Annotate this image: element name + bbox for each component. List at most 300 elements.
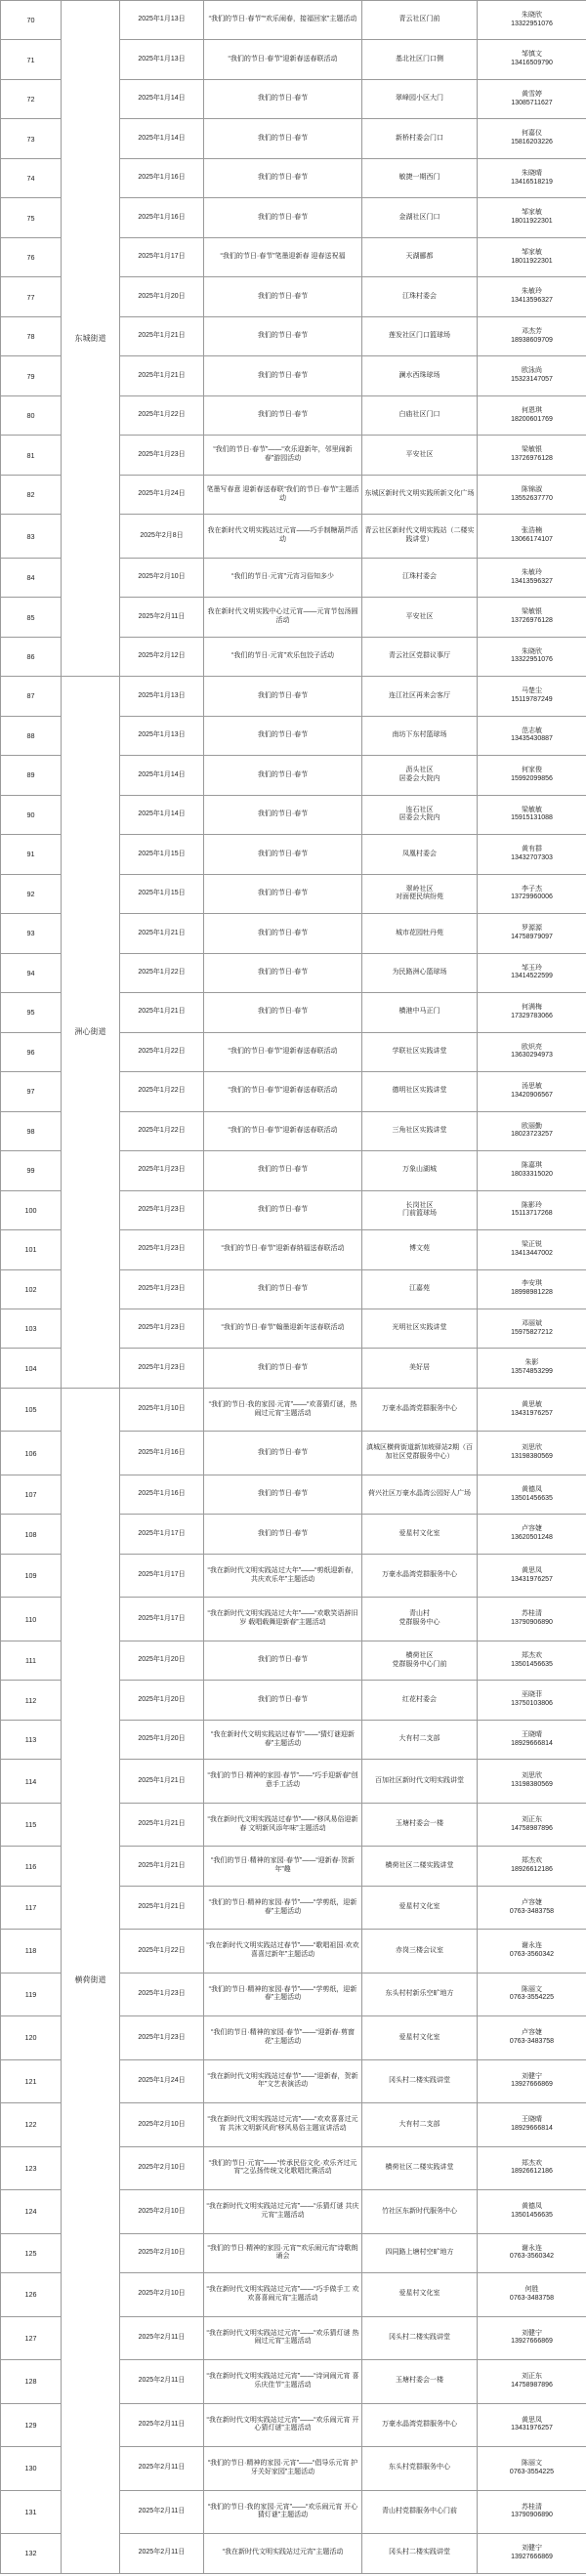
activity-cell: “我们的节日·元宵”元宵习俗知多少	[204, 558, 362, 597]
activity-cell: 我们的节日·春节	[204, 716, 362, 755]
row-number-cell: 112	[1, 1681, 62, 1720]
contact-cell: 何满梅 17329783066	[478, 993, 586, 1032]
activity-cell: 我们的节日·春节	[204, 756, 362, 795]
location-cell: 连江社区再来会客厅	[362, 677, 478, 716]
location-cell: 德明社区实践讲堂	[362, 1072, 478, 1111]
location-cell: 平安社区	[362, 598, 478, 637]
location-cell: 白庙社区门口	[362, 395, 478, 435]
contact-cell: 谢永连 0763-3560342	[478, 1930, 586, 1973]
contact-cell: 欧泳尚 15323147057	[478, 356, 586, 395]
table-row	[1, 1388, 586, 1431]
date-cell: 2025年2月11日	[120, 2447, 204, 2490]
date-cell: 2025年1月22日	[120, 395, 204, 435]
location-cell: 澜水西珠球场	[362, 356, 478, 395]
row-number-cell: 103	[1, 1309, 62, 1348]
activity-cell: “我在新时代文明实践站过春节”——“移风易俗迎新春 文明新风添年味”主题活动	[204, 1803, 362, 1846]
row-number-cell: 91	[1, 835, 62, 874]
contact-cell: 何家俊 15992099856	[478, 756, 586, 795]
date-cell: 2025年1月21日	[120, 914, 204, 953]
contact-cell: 郑杰欢 13501456635	[478, 1641, 586, 1680]
contact-cell: 郑杰欢 18926612186	[478, 1847, 586, 1886]
row-number-cell: 84	[1, 558, 62, 597]
activity-cell: 我们的节日·春节	[204, 198, 362, 237]
row-number-cell: 100	[1, 1190, 62, 1229]
row-number-cell: 78	[1, 316, 62, 355]
location-cell: 基北社区门口侧	[362, 40, 478, 79]
location-cell: 横荷社区二楼实践讲堂	[362, 2146, 478, 2189]
contact-cell: 范志敏 13435430887	[478, 716, 586, 755]
activity-cell: “我们的节日·元宵”——“传承民俗文化·欢乐齐过元宵”之弘扬传统文化歌唱比赛活动	[204, 2146, 362, 2189]
activity-cell: 我们的节日·春节	[204, 277, 362, 316]
street-cell: 横荷街道	[62, 1388, 120, 2573]
contact-cell: 邹玉玲 13414522599	[478, 953, 586, 992]
contact-cell: 何嘉仪 15816203226	[478, 119, 586, 158]
location-cell: 百加社区新时代文明实践讲堂	[362, 1760, 478, 1803]
contact-cell: 李安琪 18998981228	[478, 1269, 586, 1309]
contact-cell: 王晓晴 18929666814	[478, 1720, 586, 1759]
contact-cell: 卢容婕 0763-3483758	[478, 2016, 586, 2059]
row-number-cell: 89	[1, 756, 62, 795]
row-number-cell: 82	[1, 475, 62, 514]
location-cell: 万豪水晶湾党群服务中心	[362, 1388, 478, 1431]
row-number-cell: 74	[1, 158, 62, 197]
activity-cell: “我在新时代文明实践站过元宵”——“欢乐闹元宵 开心猜灯谜”主题活动	[204, 2403, 362, 2446]
date-cell: 2025年1月23日	[120, 436, 204, 475]
date-cell: 2025年2月11日	[120, 2534, 204, 2573]
table-row	[1, 677, 586, 716]
contact-cell: 朱晓晴 13416518219	[478, 158, 586, 197]
contact-cell: 欧炽亮 13630294973	[478, 1032, 586, 1071]
location-cell: 长岗社区 门前篮球场	[362, 1190, 478, 1229]
date-cell: 2025年2月10日	[120, 2233, 204, 2272]
location-cell: 爱星村文化室	[362, 1886, 478, 1929]
row-number-cell: 97	[1, 1072, 62, 1111]
location-cell: 天湖郦都	[362, 237, 478, 276]
activity-cell: “我在新时代文明实践站过春节”——“迎新春，贺新年”文艺表演活动	[204, 2059, 362, 2102]
date-cell: 2025年2月10日	[120, 2146, 204, 2189]
date-cell: 2025年2月10日	[120, 2190, 204, 2233]
activity-cell: 我们的节日·春节	[204, 1151, 362, 1190]
row-number-cell: 90	[1, 795, 62, 834]
location-cell: 玉塘村委会一楼	[362, 1803, 478, 1846]
activity-cell: 我在新时代文明实践站过元宵——巧手制糖葫芦活动	[204, 515, 362, 558]
row-number-cell: 117	[1, 1886, 62, 1929]
activity-cell: 我们的节日·春节	[204, 1475, 362, 1514]
date-cell: 2025年2月11日	[120, 2360, 204, 2403]
row-number-cell: 101	[1, 1230, 62, 1269]
row-number-cell: 129	[1, 2403, 62, 2446]
contact-cell: 梁敏敏 15915131088	[478, 795, 586, 834]
contact-cell: 梁正锐 13413447002	[478, 1230, 586, 1269]
date-cell: 2025年1月20日	[120, 1720, 204, 1759]
row-number-cell: 109	[1, 1554, 62, 1597]
row-number-cell: 92	[1, 874, 62, 913]
date-cell: 2025年1月23日	[120, 1190, 204, 1229]
date-cell: 2025年1月21日	[120, 1760, 204, 1803]
activity-table-body	[1, 1, 586, 2574]
street-cell: 东城街道	[62, 1, 120, 677]
date-cell: 2025年1月14日	[120, 79, 204, 118]
date-cell: 2025年1月23日	[120, 1230, 204, 1269]
contact-cell: 梁敏银 13726976128	[478, 598, 586, 637]
contact-cell: 黄德凤 13501456635	[478, 2190, 586, 2233]
row-number-cell: 88	[1, 716, 62, 755]
row-number-cell: 107	[1, 1475, 62, 1514]
contact-cell: 朱晓欣 13322951076	[478, 1, 586, 40]
location-cell: 东头村党群服务中心	[362, 2447, 478, 2490]
row-number-cell: 115	[1, 1803, 62, 1846]
date-cell: 2025年1月16日	[120, 198, 204, 237]
activity-cell: “我们的节日·元宵”欢乐包饺子活动	[204, 637, 362, 676]
contact-cell: 刘思欣 13198380569	[478, 1432, 586, 1475]
date-cell: 2025年1月13日	[120, 716, 204, 755]
location-cell: 青云社区党群议事厅	[362, 637, 478, 676]
row-number-cell: 106	[1, 1432, 62, 1475]
location-cell: 赤岗三楼会议室	[362, 1930, 478, 1973]
date-cell: 2025年1月16日	[120, 1432, 204, 1475]
row-number-cell: 130	[1, 2447, 62, 2490]
row-number-cell: 127	[1, 2316, 62, 2359]
row-number-cell: 119	[1, 1973, 62, 2015]
activity-cell: 我们的节日·春节	[204, 316, 362, 355]
row-number-cell: 105	[1, 1388, 62, 1431]
date-cell: 2025年1月22日	[120, 953, 204, 992]
activity-cell: “我们的节日·春节”迎新春送春联活动	[204, 40, 362, 79]
row-number-cell: 79	[1, 356, 62, 395]
activity-cell: “我们的节日·精神的家园·春节”——“迎新春·剪窗花”主题活动	[204, 2016, 362, 2059]
row-number-cell: 128	[1, 2360, 62, 2403]
date-cell: 2025年1月20日	[120, 1681, 204, 1720]
location-cell: 爱星村文化室	[362, 2273, 478, 2316]
contact-cell: 罗源源 14758979097	[478, 914, 586, 953]
location-cell: 横港中马正门	[362, 993, 478, 1032]
date-cell: 2025年1月16日	[120, 158, 204, 197]
location-cell: 大有村二支部	[362, 2103, 478, 2146]
location-cell: 四同路上塘村空旷地方	[362, 2233, 478, 2272]
contact-cell: 何恩琪 18200601769	[478, 395, 586, 435]
date-cell: 2025年1月20日	[120, 1641, 204, 1680]
activity-cell: “我在新时代文明实践站过大年”——“欢歌笑语辞旧岁 载唱载舞迎新春”主题活动	[204, 1598, 362, 1641]
date-cell: 2025年1月23日	[120, 1309, 204, 1348]
location-cell: 翠峰园小区大门	[362, 79, 478, 118]
contact-cell: 黄思凤 13431976257	[478, 1554, 586, 1597]
contact-cell: 邹家敏 18011922301	[478, 237, 586, 276]
contact-cell: 巫晓菲 13750103806	[478, 1681, 586, 1720]
date-cell: 2025年1月20日	[120, 277, 204, 316]
location-cell: 南坊下东村篮球场	[362, 716, 478, 755]
date-cell: 2025年1月17日	[120, 1598, 204, 1641]
row-number-cell: 102	[1, 1269, 62, 1309]
activity-cell: 我们的节日·春节	[204, 1269, 362, 1309]
date-cell: 2025年2月11日	[120, 2403, 204, 2446]
location-cell: 凤凰村委会	[362, 835, 478, 874]
date-cell: 2025年1月21日	[120, 1803, 204, 1846]
date-cell: 2025年1月24日	[120, 2059, 204, 2102]
contact-cell: 刘思欣 13198380569	[478, 1760, 586, 1803]
location-cell: 青云社区门前	[362, 1, 478, 40]
location-cell: 红花村委会	[362, 1681, 478, 1720]
activity-cell: 我们的节日·春节	[204, 993, 362, 1032]
activity-cell: 我们的节日·春节	[204, 158, 362, 197]
row-number-cell: 114	[1, 1760, 62, 1803]
date-cell: 2025年1月23日	[120, 1973, 204, 2015]
row-number-cell: 95	[1, 993, 62, 1032]
date-cell: 2025年2月10日	[120, 558, 204, 597]
location-cell: 江嘉苑	[362, 1269, 478, 1309]
date-cell: 2025年1月21日	[120, 1847, 204, 1886]
row-number-cell: 76	[1, 237, 62, 276]
location-cell: 冈头村二楼实践讲堂	[362, 2316, 478, 2359]
date-cell: 2025年1月17日	[120, 1515, 204, 1554]
location-cell: 冈头村二楼实践讲堂	[362, 2059, 478, 2102]
contact-cell: 黄雪婷 13085711627	[478, 79, 586, 118]
date-cell: 2025年2月12日	[120, 637, 204, 676]
date-cell: 2025年2月8日	[120, 515, 204, 558]
contact-cell: 汤思敏 13420906567	[478, 1072, 586, 1111]
date-cell: 2025年2月10日	[120, 2273, 204, 2316]
row-number-cell: 94	[1, 953, 62, 992]
activity-cell: “我们的节日·精神的家园·元宵”“欢乐闹元宵”诗歌朗诵会	[204, 2233, 362, 2272]
contact-cell: 刘健宁 13927666869	[478, 2534, 586, 2573]
activity-cell: 我们的节日·春节	[204, 79, 362, 118]
activity-cell: 我们的节日·春节	[204, 874, 362, 913]
location-cell: 为民路洲心篮球场	[362, 953, 478, 992]
date-cell: 2025年1月17日	[120, 1554, 204, 1597]
location-cell: 大有村二支部	[362, 1720, 478, 1759]
contact-cell: 朱敏玲 13413596327	[478, 277, 586, 316]
contact-cell: 卢容婕 13620501248	[478, 1515, 586, 1554]
location-cell: 荷兴社区万豪水晶湾公园好人广场	[362, 1475, 478, 1514]
activity-cell: 我们的节日·春节	[204, 1681, 362, 1720]
activity-cell: 我们的节日·春节	[204, 119, 362, 158]
activity-cell: “我们的节日·春节”迎新春送春联活动	[204, 1111, 362, 1150]
row-number-cell: 81	[1, 436, 62, 475]
contact-cell: 刘正东 14758987896	[478, 1803, 586, 1846]
activity-cell: 我们的节日·春节	[204, 677, 362, 716]
row-number-cell: 77	[1, 277, 62, 316]
row-number-cell: 125	[1, 2233, 62, 2272]
activity-cell: “我们的节日·春节”迎新春送春联活动	[204, 1032, 362, 1071]
contact-cell: 何胜 0763-3483758	[478, 2273, 586, 2316]
activity-cell: 我们的节日·春节	[204, 1641, 362, 1680]
row-number-cell: 131	[1, 2490, 62, 2533]
street-cell: 洲心街道	[62, 677, 120, 1389]
contact-cell: 陈锦淑 13552637770	[478, 475, 586, 514]
activity-cell: “我们的节日·精神的家园·春节”——“学剪纸，迎新春”主题活动	[204, 1973, 362, 2015]
activity-cell: “我在新时代文明实践站过元宵”——“诗词闹元宵 喜乐庆佳节”主题活动	[204, 2360, 362, 2403]
contact-cell: 刘正东 14758987896	[478, 2360, 586, 2403]
contact-cell: 梁敏银 13726976128	[478, 436, 586, 475]
contact-cell: 张浩楠 13066174107	[478, 515, 586, 558]
activity-cell: “我们的节日·精神的家园·元宵”——“倡导乐元宵 护牙关好家园”主题活动	[204, 2447, 362, 2490]
date-cell: 2025年2月11日	[120, 598, 204, 637]
location-cell: 竹社区东新时代服务中心	[362, 2190, 478, 2233]
contact-cell: 邓丽斌 15975827212	[478, 1309, 586, 1348]
row-number-cell: 122	[1, 2103, 62, 2146]
table-row	[1, 1, 586, 40]
row-number-cell: 96	[1, 1032, 62, 1071]
location-cell: 冈头村二楼实践讲堂	[362, 2534, 478, 2573]
date-cell: 2025年1月22日	[120, 1072, 204, 1111]
activity-cell: “我们的节日·春节”翰墨迎新年送春联活动	[204, 1309, 362, 1348]
location-cell: 爱星村文化室	[362, 2016, 478, 2059]
date-cell: 2025年1月21日	[120, 1886, 204, 1929]
location-cell: 连石社区 居委会大院内	[362, 795, 478, 834]
contact-cell: 苏桂清 13790906890	[478, 1598, 586, 1641]
contact-cell: 陈影玲 15113717268	[478, 1190, 586, 1229]
contact-cell: 黄有群 13432707303	[478, 835, 586, 874]
location-cell: 城市花园牡丹苑	[362, 914, 478, 953]
location-cell: 东城区新时代文明实践所新文化广场	[362, 475, 478, 514]
date-cell: 2025年1月10日	[120, 1388, 204, 1431]
activity-cell: 我们的节日·春节	[204, 356, 362, 395]
location-cell: 青山村党群服务中心门前	[362, 2490, 478, 2533]
activity-cell: “我们的节日·精神的家园·春节”——“迎新春·贺新年”趣	[204, 1847, 362, 1886]
activity-cell: 我们的节日·春节	[204, 1432, 362, 1475]
row-number-cell: 85	[1, 598, 62, 637]
row-number-cell: 111	[1, 1641, 62, 1680]
activity-cell: 我们的节日·春节	[204, 953, 362, 992]
row-number-cell: 120	[1, 2016, 62, 2059]
row-number-cell: 110	[1, 1598, 62, 1641]
location-cell: 青云社区新时代文明实践站（二楼实践讲堂）	[362, 515, 478, 558]
contact-cell: 郑杰欢 18926612186	[478, 2146, 586, 2189]
row-number-cell: 93	[1, 914, 62, 953]
activity-cell: “我们的节日·春节”——“欢乐迎新年，邻里闹新春”游园活动	[204, 436, 362, 475]
date-cell: 2025年1月13日	[120, 677, 204, 716]
date-cell: 2025年1月15日	[120, 835, 204, 874]
activity-cell: “我们的节日·春节”“欢乐闹春，接福回家”主题活动	[204, 1, 362, 40]
row-number-cell: 126	[1, 2273, 62, 2316]
row-number-cell: 132	[1, 2534, 62, 2573]
contact-cell: 卢容婕 0763-3483758	[478, 1886, 586, 1929]
row-number-cell: 118	[1, 1930, 62, 1973]
row-number-cell: 72	[1, 79, 62, 118]
row-number-cell: 99	[1, 1151, 62, 1190]
contact-cell: 黄思凤 13431976257	[478, 2403, 586, 2446]
activity-cell: “我在新时代文明实践站过春节”——“歌唱祖国·欢欢喜喜过新年”主题活动	[204, 1930, 362, 1973]
location-cell: 万象山湖城	[362, 1151, 478, 1190]
date-cell: 2025年1月15日	[120, 874, 204, 913]
location-cell: 学联社区实践讲堂	[362, 1032, 478, 1071]
location-cell: 光明社区实践讲堂	[362, 1309, 478, 1348]
row-number-cell: 98	[1, 1111, 62, 1150]
location-cell: 万豪水晶湾党群服务中心	[362, 2403, 478, 2446]
date-cell: 2025年1月23日	[120, 1269, 204, 1309]
date-cell: 2025年1月13日	[120, 1, 204, 40]
location-cell: 金湖社区门口	[362, 198, 478, 237]
contact-cell: 朱敏玲 13413596327	[478, 558, 586, 597]
row-number-cell: 73	[1, 119, 62, 158]
contact-cell: 刘健宁 13927666869	[478, 2316, 586, 2359]
activity-cell: “我在新时代文明实践站过大年”——“剪纸迎新春，共庆欢乐年”主题活动	[204, 1554, 362, 1597]
row-number-cell: 75	[1, 198, 62, 237]
activity-cell: 我们的节日·春节	[204, 795, 362, 834]
row-number-cell: 83	[1, 515, 62, 558]
date-cell: 2025年1月14日	[120, 756, 204, 795]
activity-cell: “我们的节日·我的家园·元宵”——“欢乐闹元宵 开心猜灯谜”主题活动	[204, 2490, 362, 2533]
date-cell: 2025年1月21日	[120, 316, 204, 355]
activity-cell: “我在新时代文明实践站过元宵”——“欢欢喜喜过元宵 共沐文明新风尚”移风易俗主题宣讲活动	[204, 2103, 362, 2146]
activity-cell: “我在新时代文明实践站过元宵”——“乐猜灯谜 共庆元宵”主题活动	[204, 2190, 362, 2233]
contact-cell: 黄德凤 13501456635	[478, 1475, 586, 1514]
location-cell: 横荷社区二楼实践讲堂	[362, 1847, 478, 1886]
activity-cell: “我们的节日·精神的家园·春节”——“学剪纸，迎新春”主题活动	[204, 1886, 362, 1929]
contact-cell: 朱晓欣 13322951076	[478, 637, 586, 676]
activity-cell: 我们的节日·春节	[204, 1349, 362, 1388]
activity-cell: “我在新时代文明实践站过元宵”——“欢乐猜灯谜 热闹过元宵”主题活动	[204, 2316, 362, 2359]
contact-cell: 欧丽勤 18023723257	[478, 1111, 586, 1150]
date-cell: 2025年2月10日	[120, 2103, 204, 2146]
date-cell: 2025年1月24日	[120, 475, 204, 514]
row-number-cell: 87	[1, 677, 62, 716]
row-number-cell: 70	[1, 1, 62, 40]
date-cell: 2025年1月14日	[120, 795, 204, 834]
location-cell: 新桥村委会门口	[362, 119, 478, 158]
row-number-cell: 104	[1, 1349, 62, 1388]
activity-cell: “我们的节日·精神的家园·春节”——“巧手迎新春”创意手工活动	[204, 1760, 362, 1803]
contact-cell: 王晓晴 18929666814	[478, 2103, 586, 2146]
row-number-cell: 124	[1, 2190, 62, 2233]
activity-cell: “我们的节日·我的家园·元宵”——“欢喜猜灯谜，热闹过元宵”主题活动	[204, 1388, 362, 1431]
location-cell: 平安社区	[362, 436, 478, 475]
contact-cell: 朱影 13574853299	[478, 1349, 586, 1388]
contact-cell: 邓杰芳 18938609709	[478, 316, 586, 355]
location-cell: 博文苑	[362, 1230, 478, 1269]
location-cell: 敏捷一期西门	[362, 158, 478, 197]
contact-cell: 马楚尘 15119787249	[478, 677, 586, 716]
location-cell: 东头村村新乐空旷地方	[362, 1973, 478, 2015]
activity-cell: 我在新时代文明实践中心过元宵——元宵节包汤圆活动	[204, 598, 362, 637]
contact-cell: 苏桂清 13790906890	[478, 2490, 586, 2533]
location-cell: 爱星村文化室	[362, 1515, 478, 1554]
activity-cell: “我们的节日·春节”迎新春纳福送春联活动	[204, 1230, 362, 1269]
location-cell: 三角社区实践讲堂	[362, 1111, 478, 1150]
date-cell: 2025年2月11日	[120, 2316, 204, 2359]
row-number-cell: 121	[1, 2059, 62, 2102]
activity-cell: “我们的节日·春节”迎新春送春联活动	[204, 1072, 362, 1111]
date-cell: 2025年1月23日	[120, 1151, 204, 1190]
date-cell: 2025年1月22日	[120, 1111, 204, 1150]
location-cell: 万豪水晶湾党群服务中心	[362, 1554, 478, 1597]
contact-cell: 李子杰 13729960006	[478, 874, 586, 913]
contact-cell: 陈丽文 0763-3554225	[478, 1973, 586, 2015]
date-cell: 2025年1月22日	[120, 1032, 204, 1071]
contact-cell: 谢永连 0763-3560342	[478, 2233, 586, 2272]
date-cell: 2025年1月14日	[120, 119, 204, 158]
contact-cell: 陈嘉琪 18033315020	[478, 1151, 586, 1190]
date-cell: 2025年1月22日	[120, 1930, 204, 1973]
location-cell: 横荷社区 党群服务中心门前	[362, 1641, 478, 1680]
row-number-cell: 80	[1, 395, 62, 435]
date-cell: 2025年1月17日	[120, 237, 204, 276]
contact-cell: 邹家敏 18011922301	[478, 198, 586, 237]
date-cell: 2025年1月21日	[120, 993, 204, 1032]
row-number-cell: 86	[1, 637, 62, 676]
date-cell: 2025年1月23日	[120, 2016, 204, 2059]
date-cell: 2025年1月16日	[120, 1475, 204, 1514]
date-cell: 2025年2月11日	[120, 2490, 204, 2533]
contact-cell: 邹慎文 13416509790	[478, 40, 586, 79]
activity-cell: 我们的节日·春节	[204, 835, 362, 874]
row-number-cell: 113	[1, 1720, 62, 1759]
activity-cell: “我在新时代文明实践站过元宵”主题活动	[204, 2534, 362, 2573]
location-cell: 莲发社区门口篮球场	[362, 316, 478, 355]
activity-cell: “我在新时代文明实践站过元宵”——“巧手做手工 欢欢喜喜闹元宵”主题活动	[204, 2273, 362, 2316]
location-cell: 美好居	[362, 1349, 478, 1388]
activity-cell: “我在新时代文明实践站过春节”——“猜灯谜迎新春”主题活动	[204, 1720, 362, 1759]
location-cell: 沥头社区 居委会大院内	[362, 756, 478, 795]
